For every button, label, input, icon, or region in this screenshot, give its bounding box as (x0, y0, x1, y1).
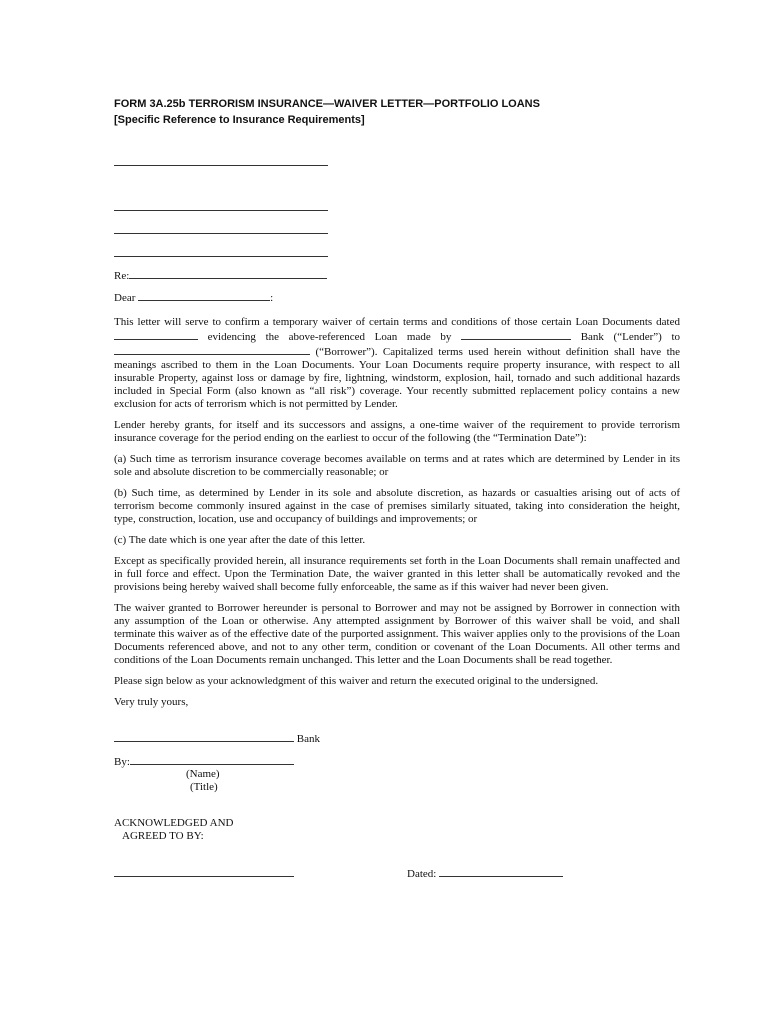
borrower-signature-line (114, 866, 294, 881)
p1-text-c: Bank (“Lender”) to (580, 331, 681, 343)
item-a: (a) Such time as terrorism insurance coverage becomes available on terms and at rates which are determined by Lender in its sole and absolute discretion to be commercially reasonable; or (114, 453, 680, 478)
closing: Very truly yours, (114, 696, 189, 708)
paragraph-4: The waiver granted to Borrower hereunder is personal to Borrower and may not be assigned by Borrower in connection with any assumption of the Loan or otherwise. Any attempted assignment by Borrower of this waiver shall be void, and shall terminate this waiver as of the effective date of the purported assignment. This waiver applies only to the provisions of the Loan Documents referenced above, and not to any other term, condition or covenant of the Loan Documents. All other terms and conditions of the Loan Documents remain unchanged. This letter and the Loan Documents shall be read together. (114, 602, 680, 666)
loan-date-blank[interactable] (114, 329, 198, 340)
item-b: (b) Such time, as determined by Lender in its sole and absolute discretion, as hazards or casualties arising out of acts of terrorism become commonly insured against in the case of premises similarly situated, taking into consideration the height, type, construction, location, use and occupancy of buildings and improvements; or (114, 487, 680, 525)
ack-line-1: ACKNOWLEDGED AND (114, 817, 234, 829)
dated-blank[interactable] (439, 866, 563, 877)
salutation (114, 290, 273, 305)
dear-suffix: : (270, 292, 274, 304)
item-c: (c) The date which is one year after the date of this letter. (114, 534, 366, 546)
bank-signature-line (114, 731, 320, 746)
re-line (114, 268, 327, 283)
title-label: (Title) (190, 781, 218, 793)
re-blank[interactable] (129, 268, 327, 279)
dear-label: Dear (114, 292, 136, 304)
p1-text-d: (“Borrower”). Capitalized terms used herein without definition shall have the meanings ascribed to them in the Loan Documents. Your Loan Documents require property insurance, with respect to all insurable Property, against loss or damage by fire, lightning, windstorm, explosion, hail, tornado and such additional hazards included in Special Form (also known as “all risk”) coverage. Your recently submitted replacement policy contains a new exclusion for acts of terrorism which is not permitted by Lender. (114, 346, 681, 410)
borrower-signature-blank[interactable] (114, 866, 294, 877)
bank-label: Bank (296, 733, 320, 745)
p1-text-b: evidencing the above-referenced Loan made by (207, 331, 452, 343)
dear-blank[interactable] (138, 290, 270, 301)
paragraph-5: Please sign below as your acknowledgment of this waiver and return the executed original to the undersigned. (114, 675, 599, 687)
lender-name-blank[interactable] (461, 329, 571, 340)
by-signature-blank[interactable] (130, 754, 294, 765)
letter-body (114, 316, 680, 717)
dated-line (407, 866, 563, 881)
address-line-3[interactable] (114, 233, 328, 234)
address-line-1[interactable] (114, 165, 328, 166)
borrower-name-blank[interactable] (114, 344, 310, 355)
paragraph-3: Except as specifically provided herein, all insurance requirements set forth in the Loan Documents shall remain unaffected and in full force and effect. Upon the Termination Date, the waiver granted in this letter shall be automatically revoked and the provisions being hereby waived shall become fully enforceable, the same as if this waiver had never been given. (114, 555, 680, 593)
name-label: (Name) (186, 768, 220, 780)
re-label: Re: (114, 270, 130, 282)
dated-label: Dated: (407, 868, 437, 880)
bank-name-blank[interactable] (114, 731, 294, 742)
form-subtitle: [Specific Reference to Insurance Requirements] (114, 114, 365, 126)
form-heading (114, 96, 714, 128)
paragraph-1 (114, 316, 680, 411)
by-label: By: (114, 756, 130, 768)
address-line-2[interactable] (114, 210, 328, 211)
paragraph-2: Lender hereby grants, for itself and its successors and assigns, a one-time waiver of the requirement to provide terrorism insurance coverage for the period ending on the earliest to occur of the following (the “Termination Date”): (114, 419, 680, 444)
form-title: FORM 3A.25b TERRORISM INSURANCE—WAIVER LETTER—PORTFOLIO LOANS (114, 98, 540, 110)
p1-text-a: This letter will serve to confirm a temporary waiver of certain terms and conditions of those certain Loan Documents dated (114, 316, 680, 328)
ack-line-2: AGREED TO BY: (122, 830, 204, 842)
address-line-4[interactable] (114, 256, 328, 257)
